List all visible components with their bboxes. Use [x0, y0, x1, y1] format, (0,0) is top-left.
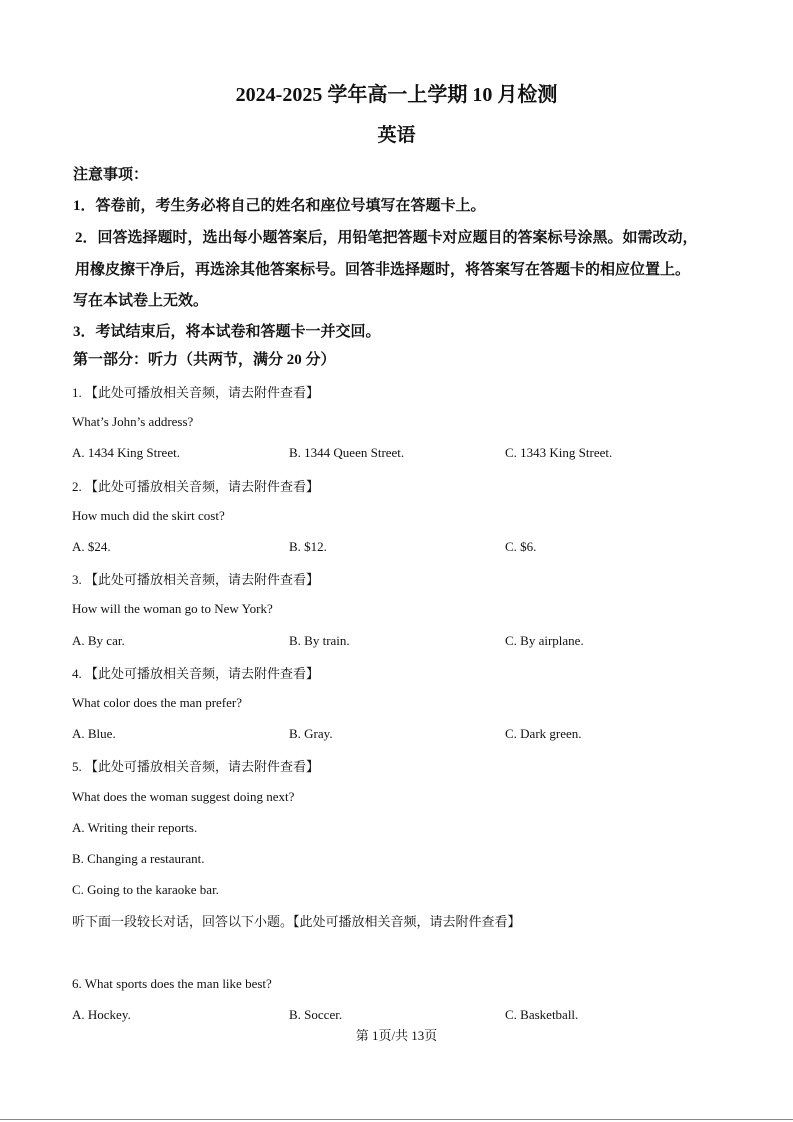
- q4-option-a: A. Blue.: [72, 726, 116, 741]
- question-5-text: What does the woman suggest doing next?: [72, 789, 295, 804]
- q3-option-b: B. By train.: [289, 633, 350, 648]
- q1-option-c: C. 1343 King Street.: [505, 445, 613, 460]
- audio-placeholder-1[interactable]: 1. 【此处可播放相关音频，请去附件查看】: [72, 385, 320, 400]
- q6-option-a: A. Hockey.: [72, 1007, 131, 1022]
- audio-placeholder-4[interactable]: 4. 【此处可播放相关音频，请去附件查看】: [72, 666, 320, 681]
- audio-placeholder-3[interactable]: 3. 【此处可播放相关音频，请去附件查看】: [72, 572, 320, 587]
- q4-option-b: B. Gray.: [289, 726, 333, 741]
- notice-item-1: 1．答卷前，考生务必将自己的姓名和座位号填写在答题卡上。: [73, 198, 486, 214]
- question-4-text: What color does the man prefer?: [72, 695, 243, 710]
- page-number: 第 1页/共 13页: [355, 1028, 438, 1043]
- question-1-text: What’s John’s address?: [72, 414, 194, 429]
- question-3-text: How will the woman go to New York?: [72, 601, 273, 616]
- notice-heading: 注意事项：: [73, 167, 149, 183]
- subject-title: 英语: [377, 125, 416, 146]
- q2-option-a: A. $24.: [72, 539, 111, 554]
- audio-placeholder-5[interactable]: 5. 【此处可播放相关音频，请去附件查看】: [72, 759, 320, 774]
- q5-option-b: B. Changing a restaurant.: [72, 851, 205, 866]
- notice-item-2-line-1: 2．回答选择题时，选出每小题答案后，用铅笔把答题卡对应题目的答案标号涂黑。如需改动，: [75, 230, 698, 246]
- long-dialogue-audio-placeholder[interactable]: 听下面一段较长对话，回答以下小题。【此处可播放相关音频，请去附件查看】: [72, 914, 521, 929]
- q3-option-c: C. By airplane.: [505, 633, 584, 648]
- q5-option-c: C. Going to the karaoke bar.: [72, 882, 219, 897]
- notice-item-2-line-3: 写在本试卷上无效。: [73, 293, 209, 309]
- q3-option-a: A. By car.: [72, 633, 125, 648]
- q1-option-a: A. 1434 King Street.: [72, 445, 180, 460]
- section-1-heading: 第一部分：听力（共两节，满分 20 分）: [73, 352, 336, 368]
- q6-option-b: B. Soccer.: [289, 1007, 343, 1022]
- notice-item-3: 3．考试结束后，将本试卷和答题卡一并交回。: [73, 324, 381, 340]
- q2-option-c: C. $6.: [505, 539, 537, 554]
- q1-option-b: B. 1344 Queen Street.: [289, 445, 405, 460]
- question-6-text: 6. What sports does the man like best?: [72, 976, 272, 991]
- q2-option-b: B. $12.: [289, 539, 327, 554]
- notice-item-2-line-2: 用橡皮擦干净后，再选涂其他答案标号。回答非选择题时，将答案写在答题卡的相应位置上。: [75, 262, 691, 278]
- question-2-text: How much did the skirt cost?: [72, 508, 225, 523]
- exam-title: 2024-2025 学年高一上学期 10 月检测: [235, 84, 558, 106]
- audio-placeholder-2[interactable]: 2. 【此处可播放相关音频，请去附件查看】: [72, 479, 320, 494]
- page-bottom-divider: [0, 1119, 793, 1120]
- q6-option-c: C. Basketball.: [505, 1007, 579, 1022]
- q5-option-a: A. Writing their reports.: [72, 820, 198, 835]
- q4-option-c: C. Dark green.: [505, 726, 582, 741]
